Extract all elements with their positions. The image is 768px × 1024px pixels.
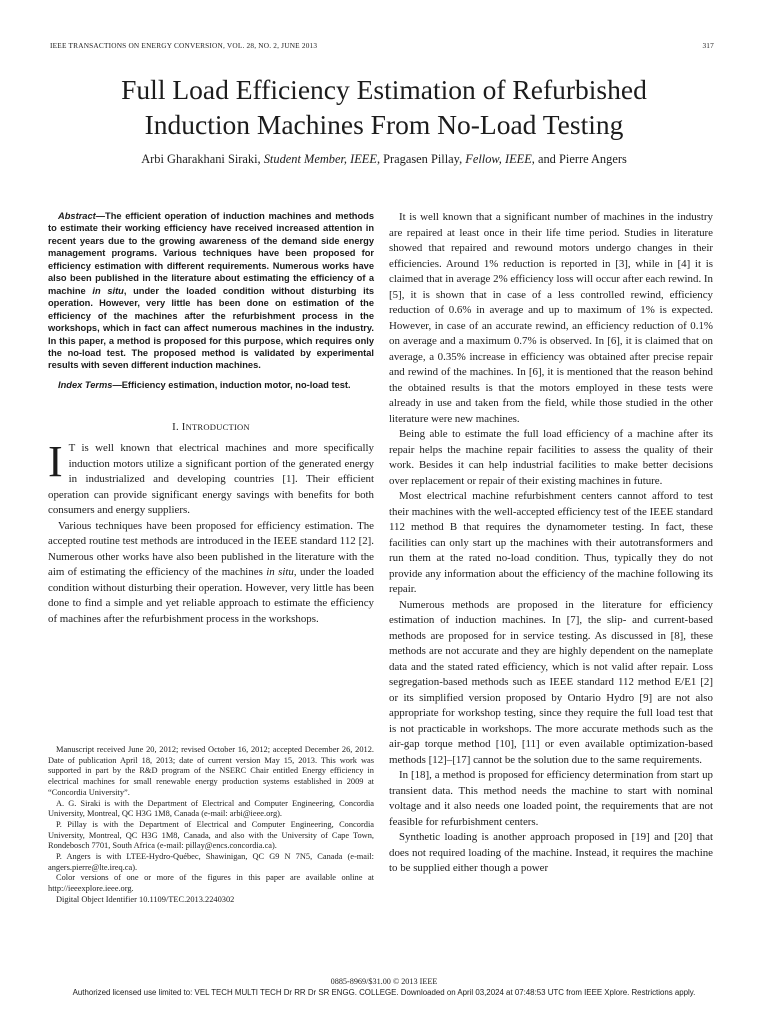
page-number: 317 xyxy=(702,41,714,50)
footnotes xyxy=(48,745,374,906)
intro-paragraph-2-insitu: in situ xyxy=(266,566,294,579)
index-terms xyxy=(48,379,374,391)
footnote-author-3: P. Angers is with LTEE-Hydro-Québec, Shawinigan, QC G9 N 7N5, Canada (e-mail: angers.pierre@lte.ireq.ca). xyxy=(48,852,374,872)
license-notice: Authorized licensed use limited to: VEL TECH MULTI TECH Dr RR Dr SR ENGG. COLLEGE. Downloaded on April 03,2024 at 07:48:53 UTC from IEEE Xplore. Restrictions apply. xyxy=(72,988,696,997)
author-1: Arbi Gharakhani Siraki, xyxy=(141,152,264,166)
title-line-2: Induction Machines From No-Load Testing xyxy=(144,109,624,140)
author-2: , Pragasen Pillay, xyxy=(376,152,466,166)
footnote-doi: Digital Object Identifier 10.1109/TEC.2013.2240302 xyxy=(56,894,235,904)
intro-paragraph-2-text-a: Various techniques have been proposed for efficiency estimation. The accepted routine test methods are introduced in the IEEE standard 112 [2]. Numerous other works have also been published in the literature with the aim of estimating the efficiency of the machines xyxy=(48,519,374,579)
footnote-author-2: P. Pillay is with the Department of Electrical and Computer Engineering, Concordia University, Montreal, QC H3G 1M8, Canada, and also with the University of Cape Town, Rondebosch 7701, South Africa (e-mail: pillay@encs.concordia.ca). xyxy=(48,819,374,851)
author-list xyxy=(30,152,738,167)
footnote-manuscript: Manuscript received June 20, 2012; revised October 16, 2012; accepted December 26, 2012. Date of publication April 18, 2013; date of current version May 15, 2013. This work was supported in part by the R&D program of the NSERC Chair entitled Energy efficiency in electrical machines for small renewable energy production systems established in 2009 at “Concordia University”. xyxy=(48,745,374,797)
running-header xyxy=(50,41,714,53)
body-paragraph: It is well known that a significant number of machines in the industry are repaired at least once in their life time period. Studies in literature showed that repaired and rewound motors undergo changes in their efficiencies. Around 1% reduction is reported in [3], while in [4] it is claimed that in average 2% efficiency loss will occur after each rewind. In [5], it is shown that in case of a less controlled rewind, efficiency reduction of 0.6% in average and up to maximum of 1% is expected. However, in case of an accurate rewind, an efficiency reduction of 0.1% on average and a maximum 0.7% is observed. In [6], it is claimed that on average, a 0.35% increase in efficiency was obtained after precise repair and rewind of the machines. In [6], it is mentioned that the reason behind the obtained results is that the motors employed in these tests were already in use and taken from the field, while those studied in the other literature were new machines. xyxy=(389,211,713,425)
author-2-role: Fellow, IEEE xyxy=(465,152,532,166)
body-paragraph: Being able to estimate the full load efficiency of a machine after its repair helps the machine repair facilities to assess the quality of their work. Besides it can help industrial facilities to make better decisions over replacement or repair of their existing machines in future. xyxy=(389,428,713,487)
abstract-text-2: , under the loaded condition without disturbing its operation. However, very little has been done on estimation of the efficiency of the machines after the refurbishment process in the workshops, which in fact can affect numerous machines in the industry. In this paper, a method is proposed for this purpose, which requires only the no-load test. The proposed method is validated by experimental results with seven different induction machines. xyxy=(48,285,375,371)
section-heading-introduction xyxy=(48,421,374,433)
author-1-role: Student Member, IEEE xyxy=(263,152,377,166)
body-paragraph: In [18], a method is proposed for efficiency determination from start up transient data. This method needs the machine to start with nominal voltage and it also needs one loaded point, the requirements that are not feasible for refurbishment centers. xyxy=(389,769,713,828)
title-line-1: Full Load Efficiency Estimation of Refurbished xyxy=(121,74,647,105)
author-3: , and Pierre Angers xyxy=(531,152,627,166)
section-title-rest: NTRODUCTION xyxy=(185,422,250,433)
body-paragraph: Most electrical machine refurbishment centers cannot afford to test their machines with the well-accepted efficiency test of the IEEE standard 112 method B that requires the dynamometer testing. In fact, these facilities can only start up the machines with their autotransformers and run them at the rated no-load condition. Thus, typically they do not provide any information about the efficiency of the machine following its repair. xyxy=(389,490,713,595)
section-numeral: I. xyxy=(172,421,182,434)
copyright-line: 0885-8969/$31.00 © 2013 IEEE xyxy=(330,977,438,986)
intro-paragraph-1-text: T is well known that electrical machines and more specifically induction motors utilize a significant portion of the generated energy in industrialized and developing countries [1]. Their efficient operation can provide significant energy savings with benefits for both consumers and energy suppliers. xyxy=(48,442,374,517)
footnote-author-1: A. G. Siraki is with the Department of Electrical and Computer Engineering, Concordia University, Montreal, QC H3G 1M8, Canada (e-mail: arbi@ieee.org). xyxy=(48,798,374,819)
right-column xyxy=(389,210,713,877)
drop-cap: I xyxy=(48,437,63,487)
intro-paragraph-2-text-b: , under the loaded condition without disturbing their operation. However, very little has been done to find a simple and yet reliable approach to estimate the efficiency of machines after the refurbishment process in the workshops. xyxy=(48,566,374,625)
body-paragraph: Synthetic loading is another approach proposed in [19] and [20] that does not required loading of the machine. Instead, it requires the machine to be supplied either though a power xyxy=(389,831,713,874)
footnote-color-versions: Color versions of one or more of the figures in this paper are available online at http://ieeexplore.ieee.org. xyxy=(48,873,374,894)
body-paragraph: Numerous methods are proposed in the literature for efficiency estimation of induction machines. In [7], the slip- and current-based methods are proposed for in service testing. As discussed in [8], these methods are not accurate and they are highly dependent on the nameplate data and the stated rated efficiency, which is not valid after repair. Loss segregation-based methods such as IEEE standard 112 method E/E1 [2] or its simplified version proposed by Ontario Hydro [9] are not also appropriate for workshop testing, since they require the full load test that is not practicable in workshops. The more accurate methods such as the air-gap torque method [10], [11] or even available optimization-based methods [12]–[17] cannot be the solution due to the same requirements. xyxy=(389,598,713,766)
intro-paragraph-2 xyxy=(48,519,374,628)
left-column xyxy=(48,210,374,627)
section-title-cap: I xyxy=(181,421,186,434)
intro-paragraph-1 xyxy=(48,437,374,519)
abstract-insitu: in situ xyxy=(92,285,124,296)
journal-name: IEEE TRANSACTIONS ON ENERGY CONVERSION, VOL. 28, NO. 2, JUNE 2013 xyxy=(50,41,318,50)
abstract xyxy=(48,210,374,372)
index-terms-lead: Index Terms xyxy=(58,379,113,390)
abstract-lead: Abstract xyxy=(58,211,96,221)
abstract-text-1: —The efficient operation of induction machines and methods to estimate their working efficiency have received increased attention in recent years due to the growing awareness of the demand side energy management programs. Various techniques have been proposed for efficiency estimation with different requirements. Numerous works have also been published in the literature about estimating the efficiency of a machine xyxy=(48,211,374,296)
paper-title xyxy=(40,72,728,142)
index-terms-text: —Efficiency estimation, induction motor, no-load test. xyxy=(112,379,351,390)
